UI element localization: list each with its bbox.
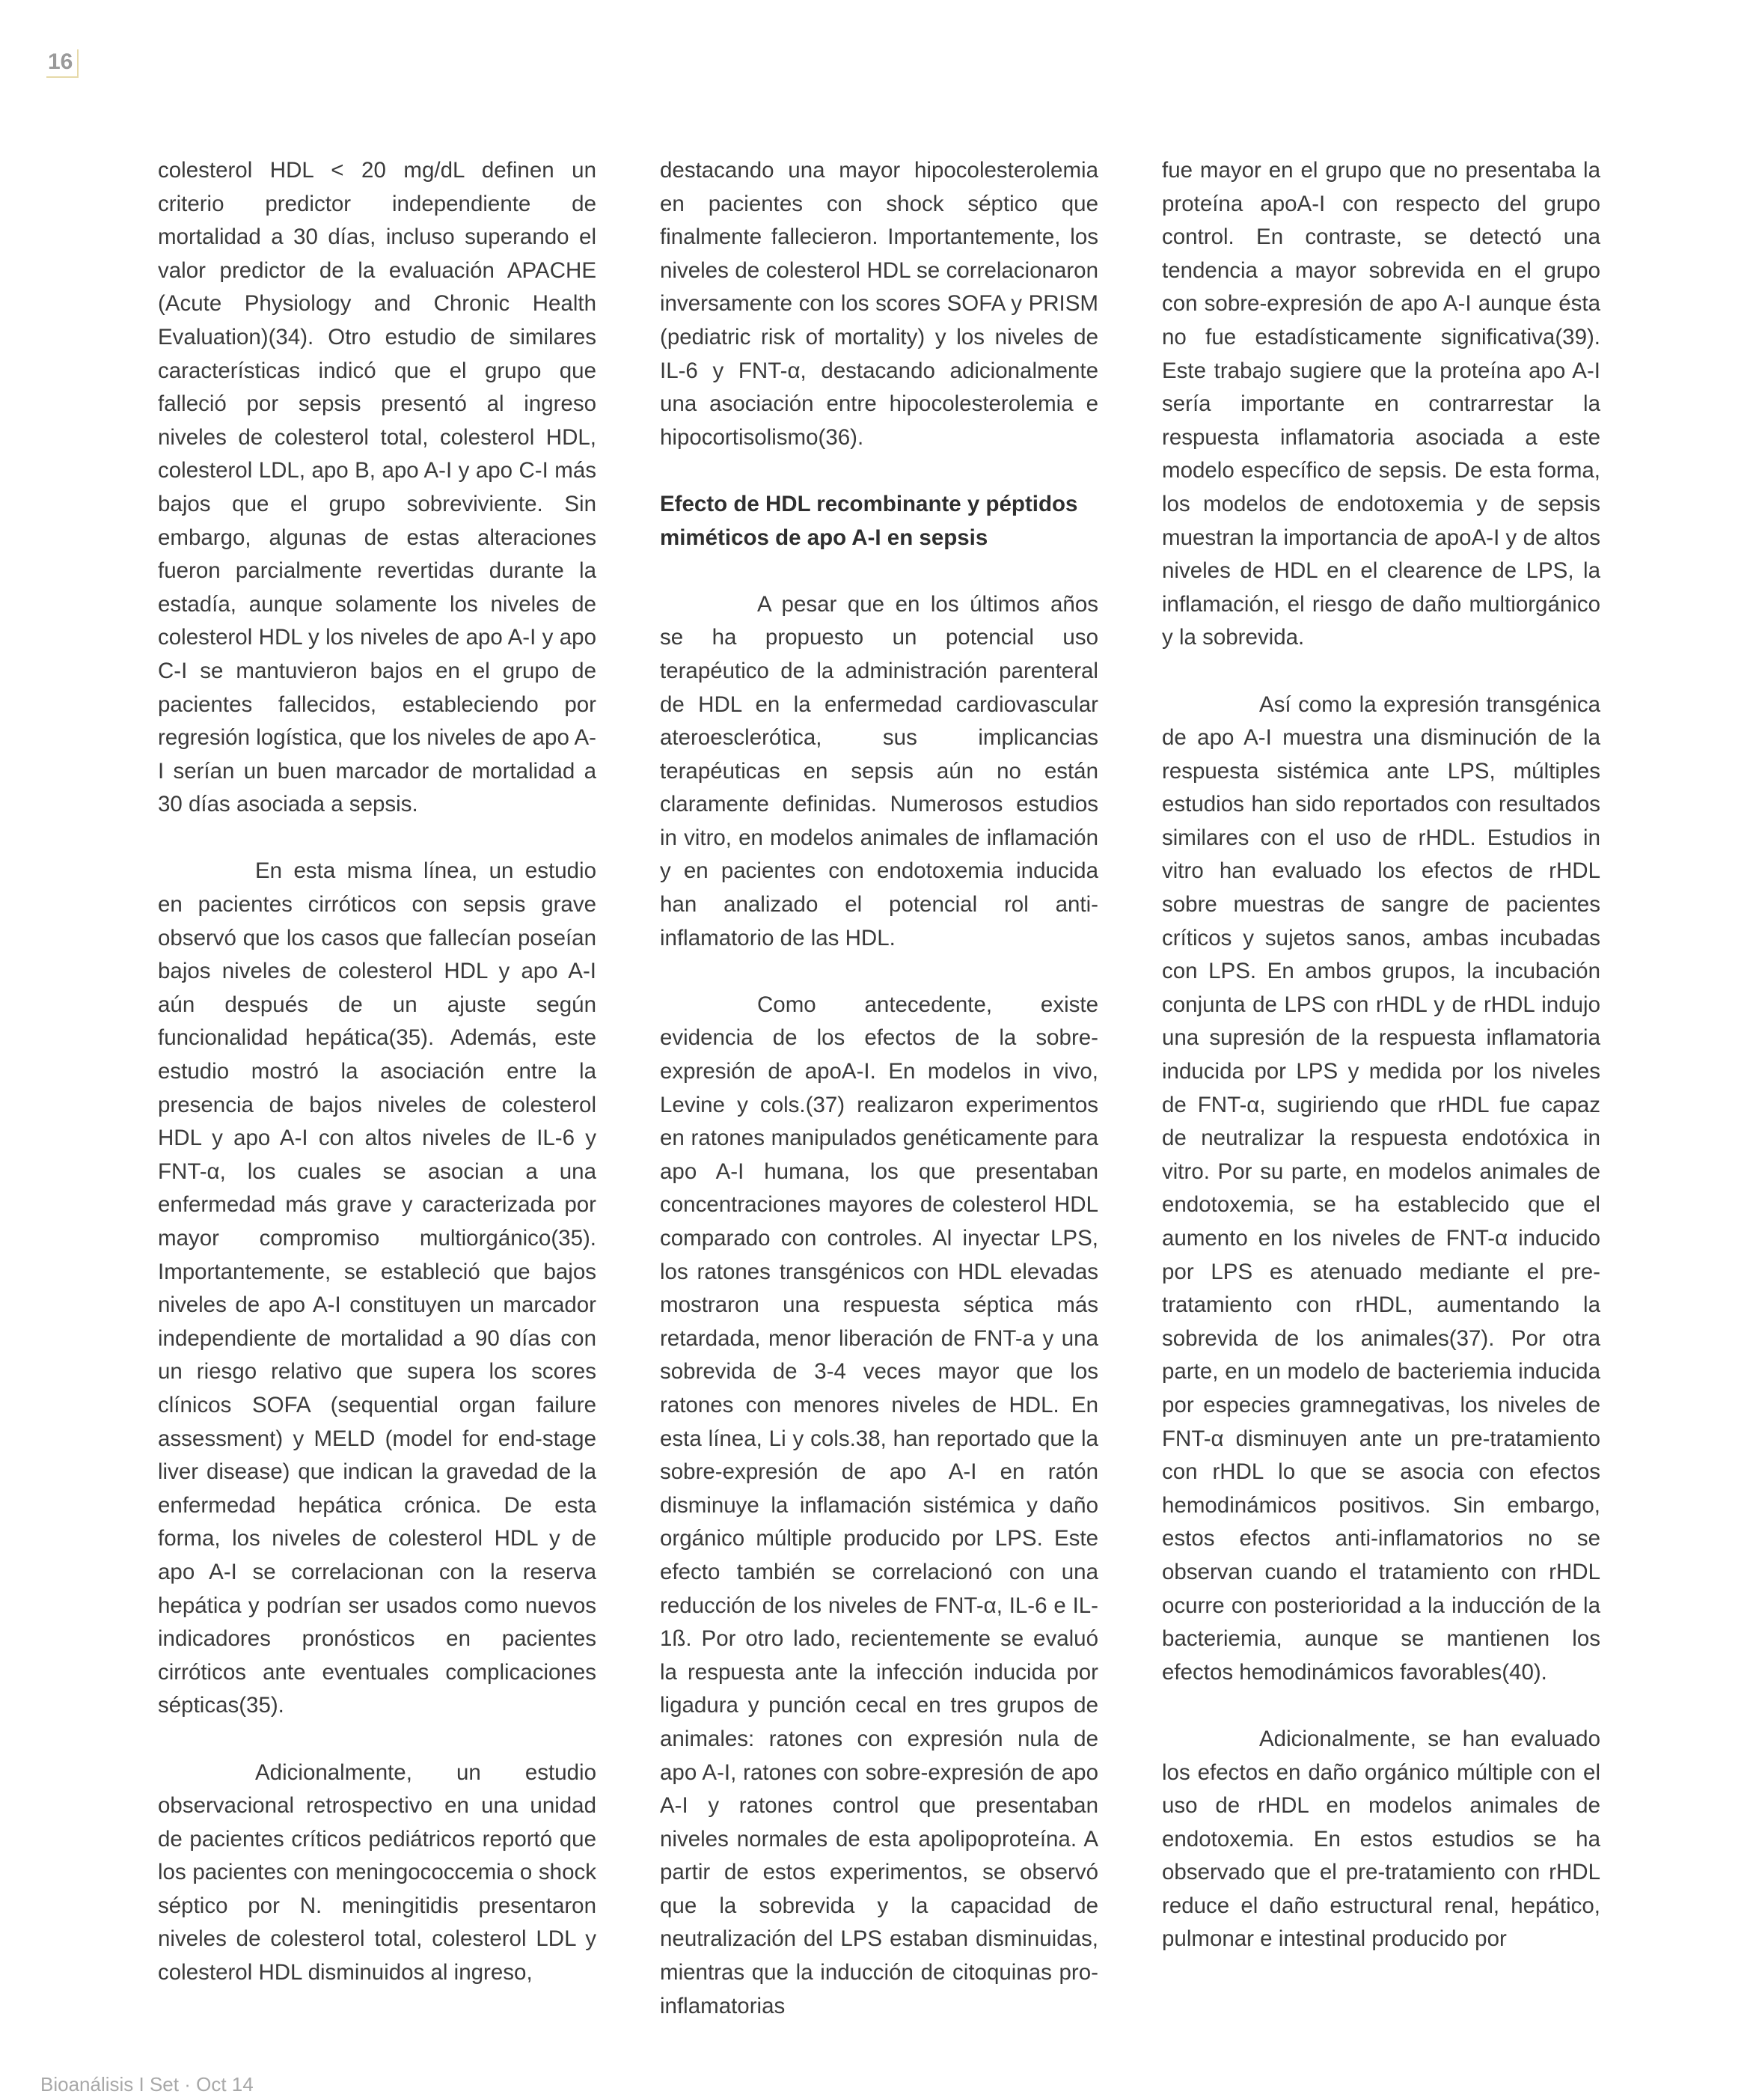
- text-column-right: [1162, 154, 1600, 1956]
- paragraph: Adicionalmente, un estudio observacional retrospectivo en una unidad de pacientes críticos pediátricos reportó que los pacientes con meningococcemia o shock séptico por N. meningitidis presentaron niveles de colesterol total, colesterol LDL y colesterol HDL disminuidos al ingreso,: [158, 1759, 596, 1985]
- paragraph: destacando una mayor hipocolesterolemia en pacientes con shock séptico que finalmente fallecieron. Importantemente, los niveles de colesterol HDL se correlacionaron inversamente con los scores SOFA y PRISM (pediatric risk of mortality) y los niveles de IL-6 y FNT-α, destacando adicionalmente una asociación entre hipocolesterolemia e hipocortisolismo(36).: [660, 158, 1098, 450]
- paragraph: A pesar que en los últimos años se ha propuesto un potencial uso terapéutico de la administración parenteral de HDL en la enfermedad cardiovascular ateroesclerótica, sus implicancias terapéuticas en sepsis aún no están claramente definidas. Numerosos estudios in vitro, en modelos animales de inflamación y en pacientes con endotoxemia inducida han analizado el potencial rol anti-inflamatorio de las HDL.: [660, 591, 1098, 950]
- paragraph: Adicionalmente, se han evaluado los efectos en daño orgánico múltiple con el uso de rHDL en modelos animales de endotoxemia. En estos estudios se ha observado que el pre-tratamiento con rHDL reduce el daño estructural renal, hepático, pulmonar e intestinal producido por: [1162, 1726, 1600, 1952]
- text-column-middle: [660, 154, 1098, 2023]
- footer-publication: Bioanálisis I Set · Oct 14: [40, 2073, 254, 2096]
- paragraph: fue mayor en el grupo que no presentaba la proteína apoA-I con respecto del grupo control. En contraste, se detectó una tendencia a mayor sobrevida en el grupo con sobre-expresión de apo A-I aunque ésta no fue estadísticamente significativa(39). Este trabajo sugiere que la proteína apo A-I sería importante en contrarrestar la respuesta inflamatoria asociada a este modelo específico de sepsis. De esta forma, los modelos de endotoxemia y de sepsis muestran la importancia de apoA-I y de altos niveles de HDL en el clearence de LPS, la inflamación, el riesgo de daño multiorgánico y la sobrevida.: [1162, 158, 1600, 650]
- paragraph: Así como la expresión transgénica de apo A-I muestra una disminución de la respuesta sistémica ante LPS, múltiples estudios han sido reportados con resultados similares con el uso de rHDL. Estudios in vitro han evaluado los efectos de rHDL sobre muestras de sangre de pacientes críticos y sujetos sanos, ambas incubadas con LPS. En ambos grupos, la incubación conjunta de LPS con rHDL y de rHDL indujo una supresión de la respuesta inflamatoria inducida por LPS y medida por los niveles de FNT-α, sugiriendo que rHDL fue capaz de neutralizar la respuesta endotóxica in vitro. Por su parte, en modelos animales de endotoxemia, se ha establecido que el aumento en los niveles de FNT-α inducido por LPS es atenuado mediante el pre-tratamiento con rHDL, aumentando la sobrevida de los animales(37). Por otra parte, en un modelo de bacteriemia inducida por especies gramnegativas, los niveles de FNT-α disminuyen ante un pre-tratamiento con rHDL lo que se asocia con efectos hemodinámicos positivos. Sin embargo, estos efectos anti-inflamatorios no se observan cuando el tratamiento con rHDL ocurre con posterioridad a la inducción de la bacteriemia, aunque se mantienen los efectos hemodinámicos favorables(40).: [1162, 692, 1600, 1685]
- text-column-left: [158, 154, 596, 1990]
- paragraph: colesterol HDL < 20 mg/dL definen un criterio predictor independiente de mortalidad a 30 días, incluso superando el valor predictor de la evaluación APACHE (Acute Physiology and Chronic Health Evaluation)(34). Otro estudio de similares características indicó que el grupo que falleció por sepsis presentó al ingreso niveles de colesterol total, colesterol HDL, colesterol LDL, apo B, apo A-I y apo C-I más bajos que el grupo sobreviviente. Sin embargo, algunas de estas alteraciones fueron parcialmente revertidas durante la estadía, aunque solamente los niveles de colesterol HDL y los niveles de apo A-I y apo C-I se mantuvieron bajos en el grupo de pacientes fallecidos, estableciendo por regresión logística, que los niveles de apo A-I serían un buen marcador de mortalidad a 30 días asociada a sepsis.: [158, 158, 596, 817]
- page-number: 16: [46, 49, 79, 78]
- paragraph: En esta misma línea, un estudio en pacientes cirróticos con sepsis grave observó que los casos que fallecían poseían bajos niveles de colesterol HDL y apo A-I aún después de un ajuste según funcionalidad hepática(35). Además, este estudio mostró la asociación entre la presencia de bajos niveles de colesterol HDL y apo A-I con altos niveles de IL-6 y FNT-α, los cuales se asocian a una enfermedad más grave y caracterizada por mayor compromiso multiorgánico(35). Importantemente, se estableció que bajos niveles de apo A-I constituyen un marcador independiente de mortalidad a 90 días con un riesgo relativo que supera los scores clínicos SOFA (sequential organ failure assessment) y MELD (model for end-stage liver disease) que indican la gravedad de la enfermedad hepática crónica. De esta forma, los niveles de colesterol HDL y de apo A-I se correlacionan con la reserva hepática y podrían ser usados como nuevos indicadores pronósticos en pacientes cirróticos ante eventuales complicaciones sépticas(35).: [158, 858, 596, 1718]
- section-heading: Efecto de HDL recombinante y péptidos miméticos de apo A-I en sepsis: [660, 491, 1078, 550]
- paragraph: Como antecedente, existe evidencia de los efectos de la sobre-expresión de apoA-I. En modelos in vivo, Levine y cols.(37) realizaron experimentos en ratones manipulados genéticamente para apo A-I humana, los que presentaban concentraciones mayores de colesterol HDL comparado con controles. Al inyectar LPS, los ratones transgénicos con HDL elevadas mostraron una respuesta séptica más retardada, menor liberación de FNT-a y una sobrevida de 3-4 veces mayor que los ratones con menores niveles de HDL. En esta línea, Li y cols.38, han reportado que la sobre-expresión de apo A-I en ratón disminuye la inflamación sistémica y daño orgánico múltiple producido por LPS. Este efecto también se correlacionó con una reducción de los niveles de FNT-α, IL-6 e IL-1ß. Por otro lado, recientemente se evaluó la respuesta ante la infección inducida por ligadura y punción cecal en tres grupos de animales: ratones con expresión nula de apo A-I, ratones con sobre-expresión de apo A-I y ratones control que presentaban niveles normales de esta apolipoproteína. A partir de estos experimentos, se observó que la sobrevida y la capacidad de neutralización del LPS estaban disminuidas, mientras que la inducción de citoquinas pro-inflamatorias: [660, 992, 1098, 2018]
